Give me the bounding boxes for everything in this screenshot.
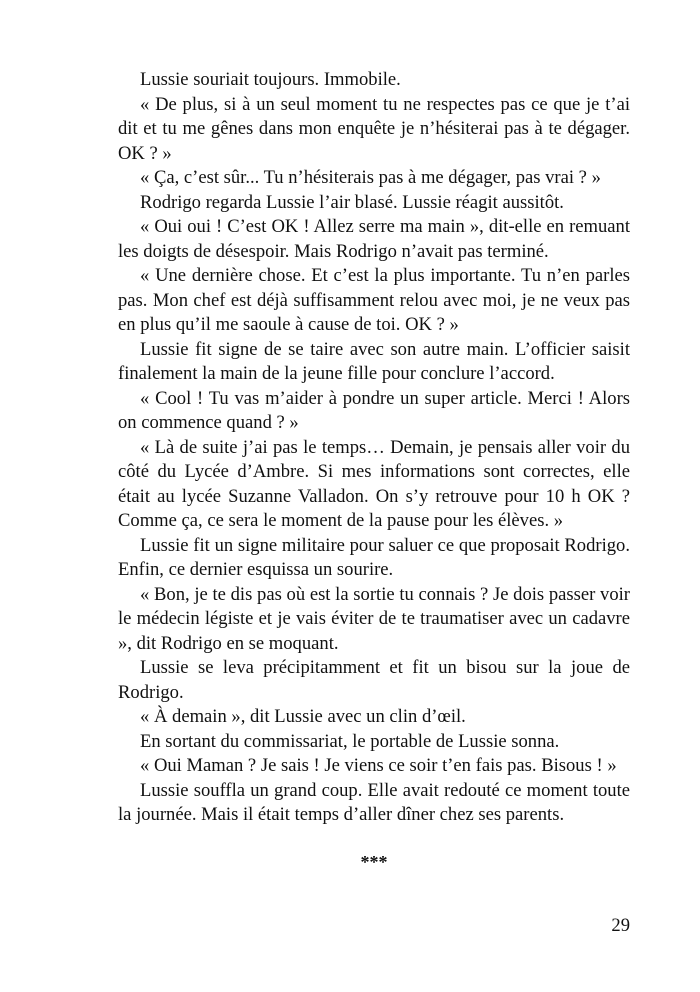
paragraph: Lussie fit un signe militaire pour saluer ce que proposait Rodrigo. Enfin, ce dernier esquissa un sourire. <box>118 534 630 580</box>
paragraph: « Là de suite j’ai pas le temps… Demain, je pensais aller voir du côté du Lycée d’Ambre. Si mes informations sont correctes, elle était au lycée Suzanne Valladon. On s’y retrouve pour 10 h OK ? Comme ça, ce sera le moment de la pause pour les élèves. » <box>118 436 630 531</box>
paragraph: « De plus, si à un seul moment tu ne respectes pas ce que je t’ai dit et tu me gênes dans mon enquête je n’hésiterai pas à te dégager. OK ? » <box>118 93 630 164</box>
paragraph: « Bon, je te dis pas où est la sortie tu connais ? Je dois passer voir le médecin légiste et je vais éviter de te traumatiser avec un cadavre », dit Rodrigo en se moquant. <box>118 583 630 654</box>
paragraph: Rodrigo regarda Lussie l’air blasé. Lussie réagit aussitôt. <box>140 191 564 213</box>
scene-separator: *** <box>360 851 388 872</box>
page-body <box>118 68 630 873</box>
page-number: 29 <box>611 915 630 936</box>
paragraph: Lussie se leva précipitamment et fit un bisou sur la joue de Rodrigo. <box>118 657 630 703</box>
paragraph: En sortant du commissariat, le portable de Lussie sonna. <box>140 730 560 752</box>
paragraph: Lussie souffla un grand coup. Elle avait redouté ce moment toute la journée. Mais il était temps d’aller dîner chez ses parents. <box>118 779 630 825</box>
paragraph: « Une dernière chose. Et c’est la plus importante. Tu n’en parles pas. Mon chef est déjà suffisamment relou avec moi, je ne veux pas en plus qu’il me saoule à cause de toi. OK ? » <box>118 265 630 335</box>
paragraph: Lussie souriait toujours. Immobile. <box>140 69 401 90</box>
paragraph: « Oui Maman ? Je sais ! Je viens ce soir t’en fais pas. Bisous ! » <box>140 755 617 776</box>
paragraph: « Ça, c’est sûr... Tu n’hésiterais pas à me dégager, pas vrai ? » <box>140 167 601 188</box>
paragraph: Lussie fit signe de se taire avec son autre main. L’officier saisit finalement la main de la jeune fille pour conclure l’accord. <box>118 338 630 384</box>
paragraph: « À demain », dit Lussie avec un clin d’œil. <box>140 706 466 727</box>
paragraph: « Cool ! Tu vas m’aider à pondre un super article. Merci ! Alors on commence quand ? » <box>118 387 630 433</box>
paragraph: « Oui oui ! C’est OK ! Allez serre ma main », dit-elle en remuant les doigts de désespoir. Mais Rodrigo n’avait pas terminé. <box>118 216 630 262</box>
